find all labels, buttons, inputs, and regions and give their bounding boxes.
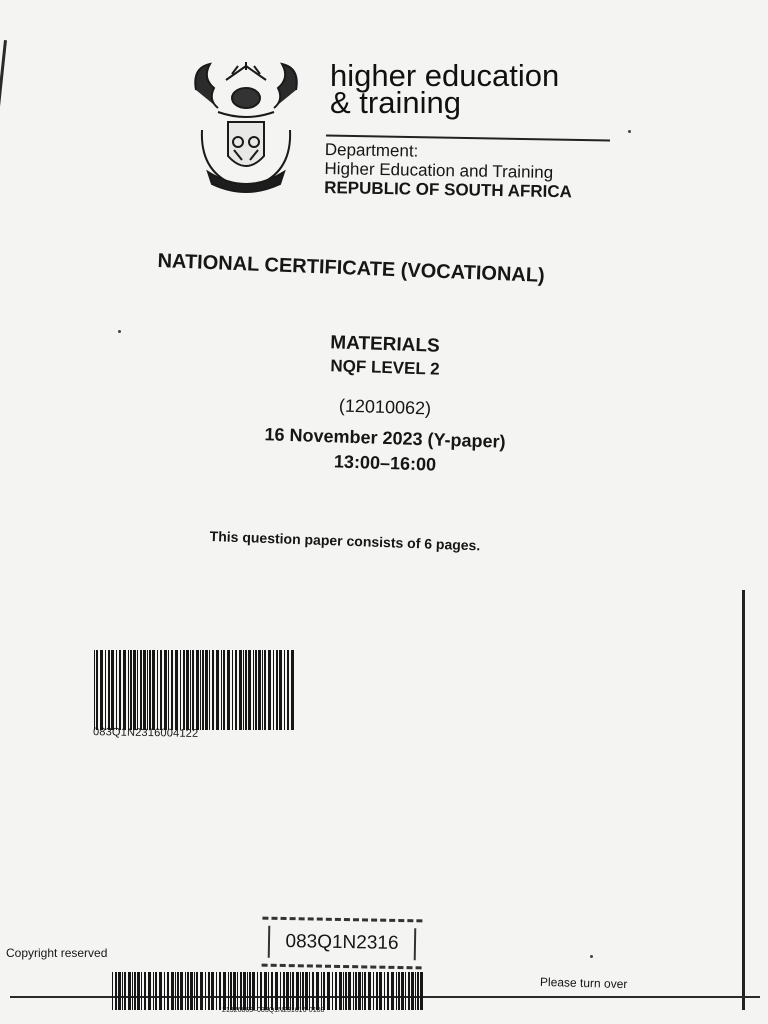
nqf-level: NQF LEVEL 2 <box>330 356 440 379</box>
page-shadow-right <box>742 590 745 1010</box>
certificate-title: NATIONAL CERTIFICATE (VOCATIONAL) <box>157 250 546 287</box>
wordmark-line-1: higher education <box>330 58 560 93</box>
copyright-notice: Copyright reserved <box>6 946 108 960</box>
wordmark-line-2: & training <box>330 85 461 120</box>
subject-code: (12010062) <box>338 395 432 419</box>
department-label: Department: <box>324 140 419 161</box>
scan-speck <box>118 330 121 333</box>
barcode-number: 083Q1N2316004122 <box>92 726 199 740</box>
exam-time: 13:00–16:00 <box>333 451 437 475</box>
scan-speck <box>590 955 593 958</box>
coat-of-arms-icon <box>188 60 304 196</box>
stamp-code: 083Q1N2316 <box>268 926 417 961</box>
paper-code-stamp <box>262 917 423 970</box>
exam-date: 16 November 2023 (Y-paper) <box>264 424 506 452</box>
turn-over-note: Please turn over <box>539 974 628 992</box>
ministry-wordmark <box>330 58 560 120</box>
country-name: REPUBLIC OF SOUTH AFRICA <box>324 177 573 202</box>
page-count-note: This question paper consists of 6 pages. <box>209 528 481 554</box>
footer-barcode-number: 21326863–083Q1N231616-0108 <box>222 1007 325 1014</box>
department-name: Higher Education and Training <box>324 158 554 182</box>
scan-speck <box>628 130 631 133</box>
barcode-icon <box>94 650 296 730</box>
page-shadow-left <box>0 40 11 518</box>
subject-title: MATERIALS <box>329 332 441 357</box>
footer-barcode-icon <box>112 972 424 1010</box>
department-block <box>324 140 573 201</box>
